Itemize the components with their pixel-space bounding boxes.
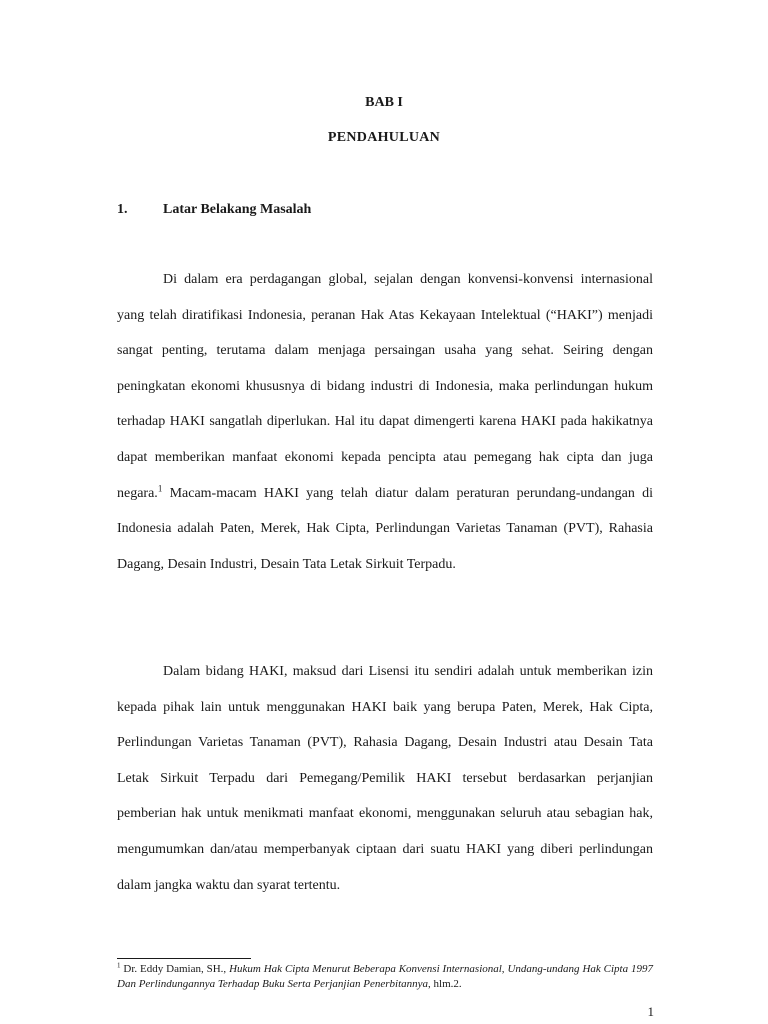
footnote-number: 1 [117, 961, 121, 970]
section-number: 1. [117, 202, 128, 217]
body-paragraph [117, 262, 653, 582]
paragraph-text: Di dalam era perdagangan global, sejalan dengan konvensi-konvensi internasional yang telah diratifikasi Indonesia, peranan Hak Atas Kekayaan Intelektual (“HAKI”) menjadi sangat penting, terutama dalam menjaga persaingan usaha yang sehat. Seiring dengan peningkatan ekonomi khususnya di bidang industri di Indonesia, maka perlindungan hukum terhadap HAKI sangatlah diperlukan. Hal itu dapat dimengerti karena HAKI pada hakikatnya dapat memberikan manfaat ekonomi kepada pencipta atau pemegang hak cipta dan juga negara. [117, 272, 653, 501]
body-paragraph: Dalam bidang HAKI, maksud dari Lisensi itu sendiri adalah untuk memberikan izin kepada pihak lain untuk menggunakan HAKI baik yang berupa Paten, Merek, Hak Cipta, Perlindungan Varietas Tanaman (PVT), Rahasia Dagang, Desain Industri atau Desain Tata Letak Sirkuit Terpadu dari Pemegang/Pemilik HAKI tersebut berdasarkan perjanjian pemberian hak untuk menikmati manfaat ekonomi, menggunakan seluruh atau sebagian hak, mengumumkan dan/atau memperbanyak ciptaan dari suatu HAKI yang diberi perlindungan dalam jangka waktu dan syarat tertentu. [117, 664, 653, 893]
footnote-suffix: , hlm.2. [428, 978, 462, 990]
chapter-title: PENDAHULUAN [327, 130, 441, 145]
paragraph-text-continued: Macam-macam HAKI yang telah diatur dalam peraturan perundang-undangan di Indonesia adalah Paten, Merek, Hak Cipta, Perlindungan Varietas Tanaman (PVT), Rahasia Dagang, Desain Industri, Desain Tata Letak Sirkuit Terpadu. [117, 485, 653, 572]
section-title: Latar Belakang Masalah [163, 202, 312, 217]
footnote-title: Hukum Hak Cipta Menurut Beberapa Konvensi Internasional, Undang-undang Hak Cipta 1997 Dan Perlindungannya Terhadap Buku Serta Perjanjian Penerbitannya [117, 963, 653, 990]
footnote-author: Dr. Eddy Damian, SH., [120, 963, 230, 975]
footnote-separator [117, 958, 251, 959]
footnote [117, 962, 653, 992]
chapter-number: BAB I [365, 95, 403, 110]
page-number: 1 [647, 1004, 654, 1019]
footnote-reference: 1 [157, 482, 163, 493]
